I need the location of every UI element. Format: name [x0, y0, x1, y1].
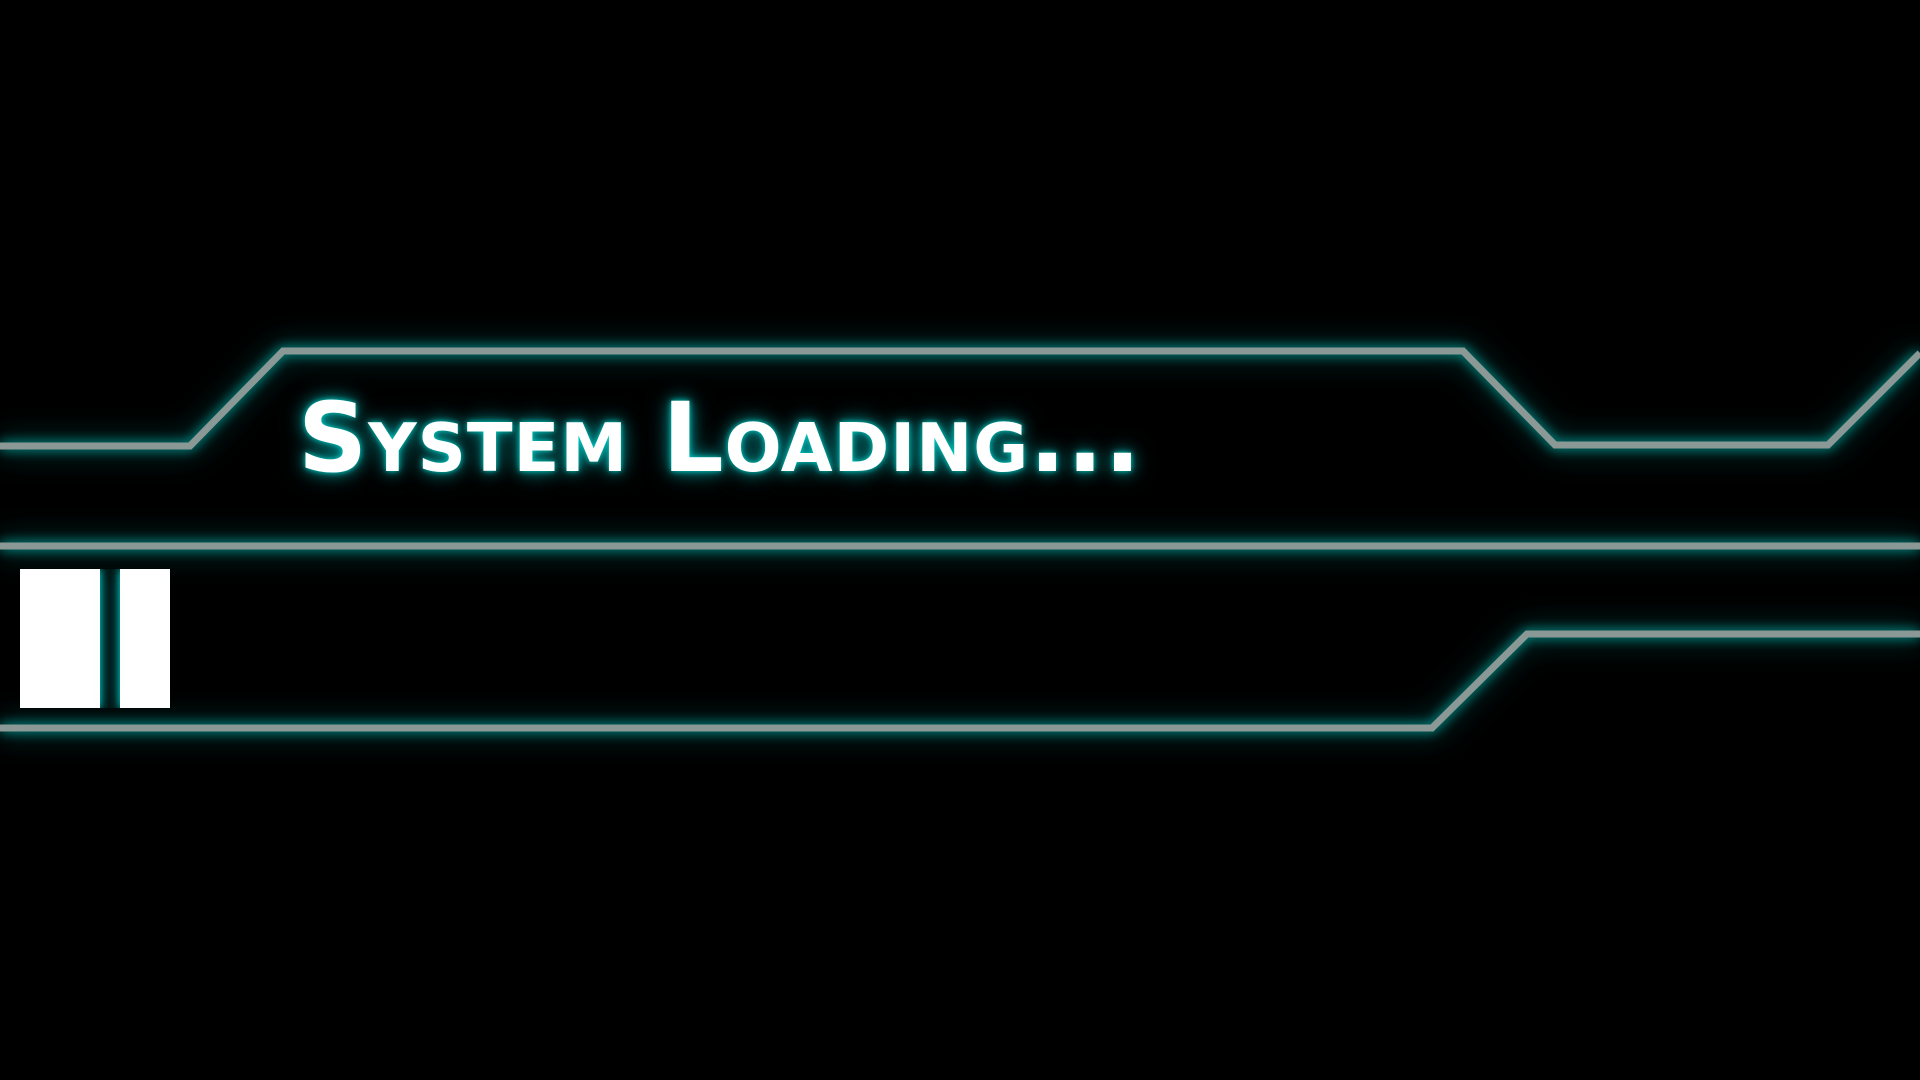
progress-block — [120, 569, 170, 708]
progress-bar — [20, 569, 1900, 708]
progress-block — [20, 569, 100, 708]
progress-fill — [20, 569, 170, 708]
loading-title: System Loading... — [298, 382, 1142, 494]
